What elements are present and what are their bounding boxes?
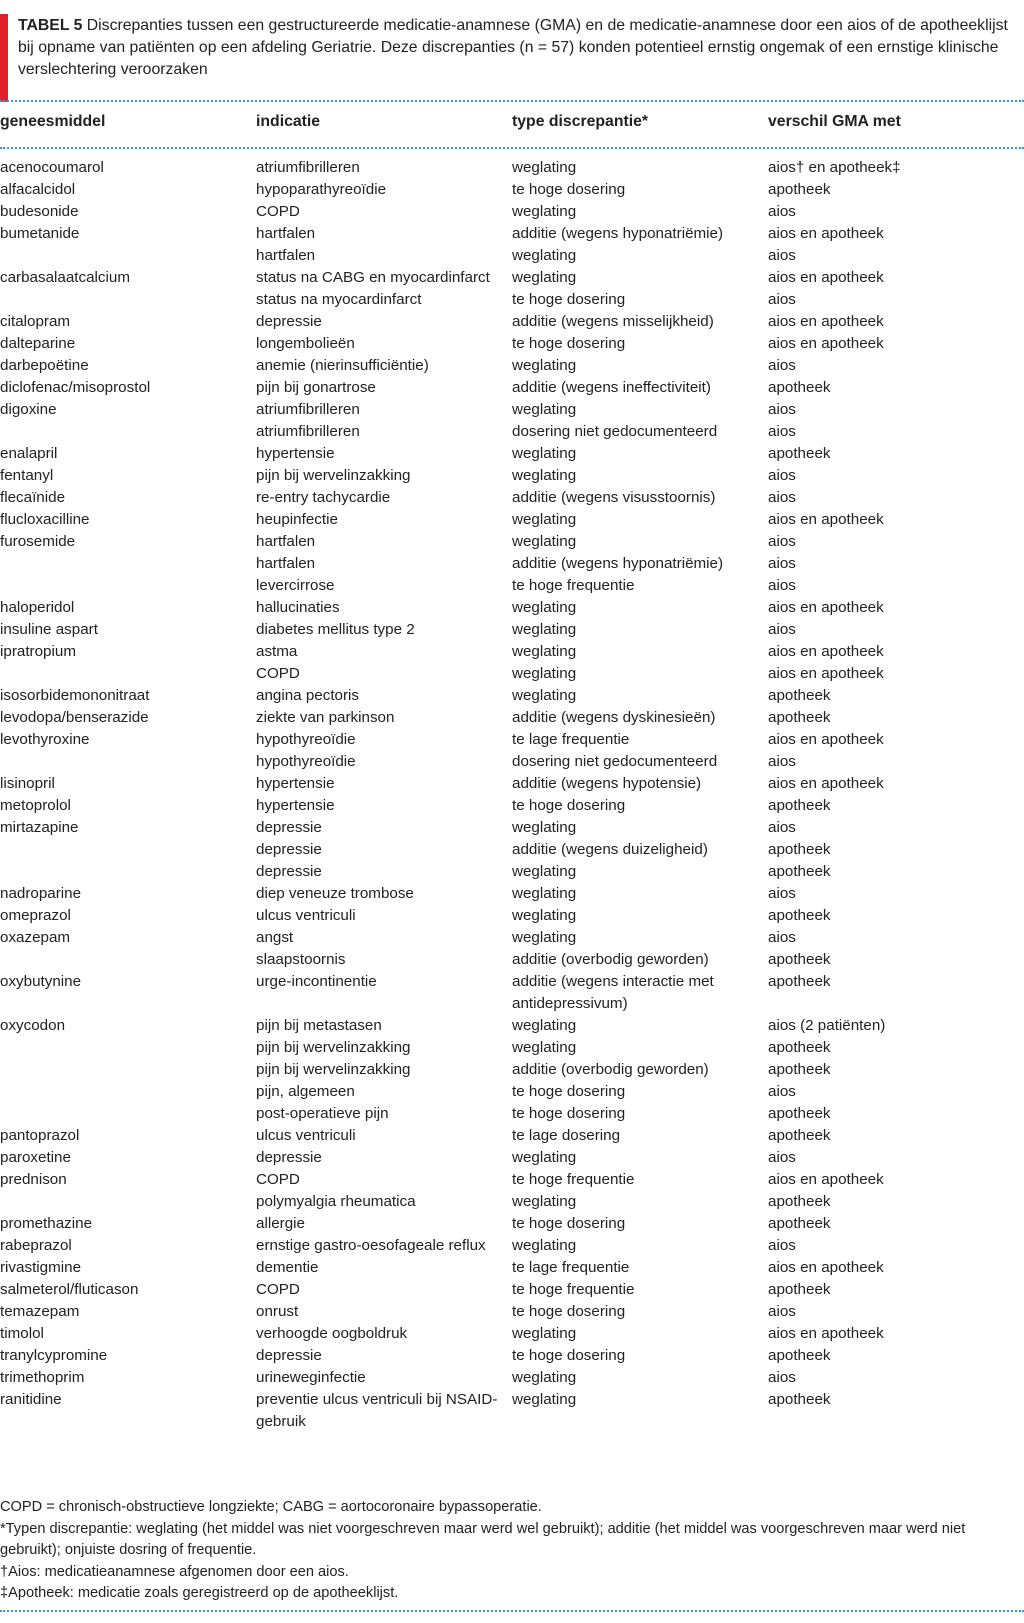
cell-type-discrepantie: additie (wegens hyponatriëmie) [512,555,724,572]
cell-indicatie: atriumfibrilleren [256,401,360,418]
cell-verschil-gma: aios [768,1149,796,1166]
cell-geneesmiddel: oxybutynine [0,973,82,990]
table-row [0,1345,1024,1367]
cell-verschil-gma: aios en apotheek [768,599,884,616]
cell-verschil-gma: apotheek [768,709,831,726]
cell-geneesmiddel: rabeprazol [0,1237,72,1254]
cell-indicatie: urge-incontinentie [256,973,377,990]
cell-type-discrepantie: weglating [512,643,577,660]
cell-geneesmiddel: pantoprazol [0,1127,80,1144]
table-row [0,949,1024,971]
cell-indicatie: hartfalen [256,533,316,550]
cell-indicatie: status na CABG en myocardinfarct [256,269,490,286]
cell-type-discrepantie: weglating [512,1039,577,1056]
cell-verschil-gma: aios en apotheek [768,643,884,660]
cell-verschil-gma: apotheek [768,907,831,924]
cell-verschil-gma: aios [768,291,796,308]
cell-indicatie: hypothyreoïdie [256,753,356,770]
table-row [0,883,1024,905]
table-row [0,377,1024,399]
cell-indicatie: status na myocardinfarct [256,291,422,308]
cell-type-discrepantie: weglating [512,159,577,176]
cell-indicatie: post-operatieve pijn [256,1105,389,1122]
table-row [0,421,1024,443]
cell-indicatie: urineweginfectie [256,1369,366,1386]
cell-type-discrepantie: weglating [512,445,577,462]
footnote-discrepancy-types: *Typen discrepantie: weglating (het middel was niet voorgeschreven maar werd wel gebruikt); additie (het middel was voorgeschreven maar werd niet gebruikt); onjuiste dosring of frequentie. [0,1520,966,1559]
header-geneesmiddel: geneesmiddel [0,113,106,130]
cell-verschil-gma: aios en apotheek [768,665,884,682]
cell-type-discrepantie: te hoge dosering [512,291,626,308]
cell-type-discrepantie: weglating [512,885,577,902]
cell-indicatie: depressie [256,1347,322,1364]
cell-verschil-gma: aios [768,1303,796,1320]
cell-indicatie: depressie [256,819,322,836]
cell-geneesmiddel: prednison [0,1171,67,1188]
cell-indicatie: heupinfectie [256,511,338,528]
cell-indicatie: COPD [256,665,300,682]
cell-verschil-gma: aios [768,555,796,572]
header-type-discrepantie: type discrepantie* [512,113,649,130]
cell-type-discrepantie: weglating [512,1391,577,1408]
table-row [0,311,1024,333]
cell-geneesmiddel: nadroparine [0,885,82,902]
cell-verschil-gma: aios en apotheek [768,1171,884,1188]
cell-indicatie: ulcus ventriculi [256,907,356,924]
cell-type-discrepantie: te hoge dosering [512,335,626,352]
table-row [0,531,1024,553]
cell-type-discrepantie: dosering niet gedocumenteerd [512,753,718,770]
footnote-abbreviations: COPD = chronisch-obstructieve longziekte; CABG = aortocoronaire bypassoperatie. [0,1499,542,1515]
cell-verschil-gma: apotheek [768,863,831,880]
cell-indicatie: pijn, algemeen [256,1083,355,1100]
table-row [0,179,1024,201]
cell-type-discrepantie: te hoge dosering [512,1083,626,1100]
cell-geneesmiddel: carbasalaatcalcium [0,269,130,286]
cell-type-discrepantie: weglating [512,533,577,550]
table-row [0,1037,1024,1059]
cell-type-discrepantie: weglating [512,1149,577,1166]
cell-geneesmiddel: levodopa/benserazide [0,709,149,726]
table-row [0,971,1024,1015]
cell-type-discrepantie: weglating [512,819,577,836]
footnote-aios: †Aios: medicatieanamnese afgenomen door een aios. [0,1563,349,1580]
table-row [0,663,1024,685]
cell-type-discrepantie: weglating [512,247,577,264]
table-row [0,465,1024,487]
cell-indicatie: astma [256,643,298,660]
cell-indicatie: depressie [256,313,322,330]
cell-geneesmiddel: ranitidine [0,1391,62,1408]
cell-geneesmiddel: temazepam [0,1303,80,1320]
cell-verschil-gma: apotheek [768,1105,831,1122]
footnotes [0,1497,1010,1605]
cell-verschil-gma: aios [768,753,796,770]
cell-type-discrepantie: te lage dosering [512,1127,621,1144]
cell-geneesmiddel: bumetanide [0,225,80,242]
cell-type-discrepantie: additie (wegens hypotensie) [512,775,702,792]
cell-geneesmiddel: oxycodon [0,1017,66,1034]
cell-verschil-gma: aios en apotheek [768,1325,884,1342]
cell-indicatie: hartfalen [256,247,316,264]
cell-indicatie: pijn bij wervelinzakking [256,1061,411,1078]
header-verschil-gma: verschil GMA met [768,113,901,130]
table-row [0,1015,1024,1037]
cell-type-discrepantie: weglating [512,1017,577,1034]
cell-indicatie: hypoparathyreoïdie [256,181,387,198]
cell-type-discrepantie: weglating [512,665,577,682]
cell-indicatie: hypothyreoïdie [256,731,356,748]
cell-type-discrepantie: weglating [512,357,577,374]
cell-indicatie: pijn bij gonartrose [256,379,376,396]
cell-indicatie: hartfalen [256,225,316,242]
table-row [0,487,1024,509]
bottom-divider [0,1610,1024,1612]
cell-type-discrepantie: weglating [512,621,577,638]
table-body [0,157,1024,1433]
cell-geneesmiddel: mirtazapine [0,819,79,836]
cell-verschil-gma: aios en apotheek [768,775,884,792]
cell-indicatie: angina pectoris [256,687,360,704]
cell-geneesmiddel: citalopram [0,313,71,330]
cell-indicatie: allergie [256,1215,305,1232]
table-row [0,685,1024,707]
cell-verschil-gma: aios [768,885,796,902]
cell-verschil-gma: aios (2 patiënten) [768,1017,886,1034]
cell-verschil-gma: aios [768,929,796,946]
cell-indicatie: COPD [256,1171,300,1188]
table-caption [18,15,1013,81]
table-label: TABEL 5 [18,17,83,34]
table-row [0,795,1024,817]
table-row [0,597,1024,619]
cell-type-discrepantie: weglating [512,511,577,528]
cell-geneesmiddel: darbepoëtine [0,357,89,374]
cell-verschil-gma: aios† en apotheek‡ [768,159,901,176]
cell-type-discrepantie: te hoge frequentie [512,577,635,594]
table-row [0,399,1024,421]
cell-geneesmiddel: salmeterol/fluticason [0,1281,139,1298]
table-row [0,267,1024,289]
cell-type-discrepantie: additie (wegens dyskinesieën) [512,709,716,726]
table-row [0,509,1024,531]
cell-geneesmiddel: flucloxacilline [0,511,90,528]
cell-verschil-gma: aios [768,423,796,440]
cell-verschil-gma: apotheek [768,1391,831,1408]
cell-indicatie: pijn bij metastasen [256,1017,382,1034]
cell-type-discrepantie: weglating [512,907,577,924]
cell-geneesmiddel: haloperidol [0,599,75,616]
cell-type-discrepantie: weglating [512,687,577,704]
cell-verschil-gma: aios en apotheek [768,731,884,748]
cell-type-discrepantie: te hoge dosering [512,1215,626,1232]
cell-indicatie: preventie ulcus ventriculi bij NSAID-gebruik [256,1391,498,1430]
cell-verschil-gma: aios en apotheek [768,313,884,330]
cell-geneesmiddel: lisinopril [0,775,55,792]
footnote-apotheek: ‡Apotheek: medicatie zoals geregistreerd op de apotheeklijst. [0,1585,399,1602]
table-header [0,113,1024,137]
cell-verschil-gma: apotheek [768,181,831,198]
cell-type-discrepantie: te hoge frequentie [512,1171,635,1188]
cell-indicatie: diep veneuze trombose [256,885,414,902]
table-row [0,289,1024,311]
table-row [0,575,1024,597]
table-row [0,927,1024,949]
cell-indicatie: anemie (nierinsufficiëntie) [256,357,429,374]
cell-geneesmiddel: acenocoumarol [0,159,104,176]
cell-indicatie: ernstige gastro-oesofageale reflux [256,1237,486,1254]
table-row [0,1125,1024,1147]
cell-verschil-gma: apotheek [768,841,831,858]
table-row [0,861,1024,883]
cell-verschil-gma: aios [768,1369,796,1386]
cell-indicatie: COPD [256,203,300,220]
cell-type-discrepantie: te lage frequentie [512,731,630,748]
cell-indicatie: hypertensie [256,775,335,792]
table-row [0,1279,1024,1301]
cell-type-discrepantie: additie (overbodig geworden) [512,1061,709,1078]
cell-type-discrepantie: weglating [512,929,577,946]
cell-verschil-gma: aios [768,203,796,220]
cell-verschil-gma: aios [768,621,796,638]
cell-type-discrepantie: te lage frequentie [512,1259,630,1276]
cell-verschil-gma: apotheek [768,445,831,462]
cell-type-discrepantie: weglating [512,1193,577,1210]
table-row [0,817,1024,839]
cell-indicatie: atriumfibrilleren [256,159,360,176]
cell-verschil-gma: aios en apotheek [768,269,884,286]
cell-verschil-gma: aios en apotheek [768,511,884,528]
cell-type-discrepantie: weglating [512,203,577,220]
cell-geneesmiddel: promethazine [0,1215,93,1232]
cell-geneesmiddel: tranylcypromine [0,1347,108,1364]
cell-indicatie: ziekte van parkinson [256,709,395,726]
cell-geneesmiddel: levothyroxine [0,731,90,748]
cell-verschil-gma: aios [768,247,796,264]
cell-indicatie: re-entry tachycardie [256,489,391,506]
table-row [0,1191,1024,1213]
cell-verschil-gma: apotheek [768,379,831,396]
cell-type-discrepantie: te hoge dosering [512,797,626,814]
cell-type-discrepantie: weglating [512,1237,577,1254]
cell-indicatie: COPD [256,1281,300,1298]
table-row [0,839,1024,861]
cell-indicatie: dementie [256,1259,319,1276]
cell-type-discrepantie: additie (wegens visusstoornis) [512,489,716,506]
cell-geneesmiddel: dalteparine [0,335,76,352]
table-row [0,1169,1024,1191]
cell-type-discrepantie: te hoge dosering [512,1347,626,1364]
table-row [0,1367,1024,1389]
table-row [0,355,1024,377]
cell-type-discrepantie: weglating [512,863,577,880]
cell-verschil-gma: apotheek [768,951,831,968]
cell-geneesmiddel: budesonide [0,203,79,220]
table-row [0,1301,1024,1323]
cell-geneesmiddel: timolol [0,1325,44,1342]
cell-indicatie: depressie [256,841,322,858]
cell-geneesmiddel: furosemide [0,533,76,550]
cell-verschil-gma: aios [768,819,796,836]
cell-geneesmiddel: alfacalcidol [0,181,76,198]
table-row [0,1235,1024,1257]
table-row [0,1081,1024,1103]
cell-verschil-gma: apotheek [768,973,831,990]
cell-type-discrepantie: additie (wegens ineffectiviteit) [512,379,711,396]
cell-verschil-gma: aios [768,401,796,418]
caption-accent-bar [0,14,8,102]
cell-type-discrepantie: weglating [512,269,577,286]
cell-type-discrepantie: additie (wegens interactie met antidepressivum) [512,973,714,1012]
cell-type-discrepantie: weglating [512,467,577,484]
cell-type-discrepantie: te hoge dosering [512,1105,626,1122]
cell-verschil-gma: apotheek [768,1347,831,1364]
cell-verschil-gma: aios [768,489,796,506]
cell-verschil-gma: aios [768,467,796,484]
cell-type-discrepantie: weglating [512,1325,577,1342]
cell-geneesmiddel: isosorbidemononitraat [0,687,150,704]
cell-type-discrepantie: te hoge dosering [512,1303,626,1320]
table-row [0,157,1024,179]
cell-type-discrepantie: additie (wegens misselijkheid) [512,313,714,330]
cell-indicatie: pijn bij wervelinzakking [256,467,411,484]
table-row [0,619,1024,641]
table-row [0,1147,1024,1169]
cell-indicatie: polymyalgia rheumatica [256,1193,416,1210]
table-row [0,201,1024,223]
cell-indicatie: onrust [256,1303,299,1320]
cell-geneesmiddel: insuline aspart [0,621,98,638]
cell-type-discrepantie: te hoge dosering [512,181,626,198]
table-row [0,641,1024,663]
cell-geneesmiddel: paroxetine [0,1149,71,1166]
header-indicatie: indicatie [256,113,321,130]
cell-indicatie: levercirrose [256,577,335,594]
cell-verschil-gma: aios [768,577,796,594]
cell-verschil-gma: apotheek [768,1039,831,1056]
cell-type-discrepantie: weglating [512,1369,577,1386]
header-divider [0,147,1024,149]
cell-geneesmiddel: oxazepam [0,929,71,946]
cell-verschil-gma: apotheek [768,1127,831,1144]
cell-geneesmiddel: fentanyl [0,467,54,484]
cell-type-discrepantie: additie (wegens hyponatriëmie) [512,225,724,242]
cell-verschil-gma: apotheek [768,1193,831,1210]
table-row [0,905,1024,927]
table-row [0,729,1024,751]
cell-verschil-gma: aios en apotheek [768,1259,884,1276]
cell-indicatie: longembolieën [256,335,355,352]
cell-type-discrepantie: weglating [512,599,577,616]
cell-geneesmiddel: digoxine [0,401,57,418]
cell-indicatie: angst [256,929,294,946]
cell-indicatie: diabetes mellitus type 2 [256,621,415,638]
cell-verschil-gma: aios en apotheek [768,335,884,352]
cell-verschil-gma: apotheek [768,1061,831,1078]
table-row [0,707,1024,729]
table-row [0,223,1024,245]
table-row [0,1213,1024,1235]
cell-verschil-gma: aios [768,533,796,550]
cell-verschil-gma: apotheek [768,1281,831,1298]
table-row [0,751,1024,773]
cell-indicatie: slaapstoornis [256,951,346,968]
cell-indicatie: atriumfibrilleren [256,423,360,440]
cell-verschil-gma: apotheek [768,1215,831,1232]
cell-indicatie: verhoogde oogboldruk [256,1325,408,1342]
cell-indicatie: pijn bij wervelinzakking [256,1039,411,1056]
cell-type-discrepantie: additie (overbodig geworden) [512,951,709,968]
cell-verschil-gma: apotheek [768,687,831,704]
table-row [0,773,1024,795]
table-row [0,1059,1024,1081]
cell-type-discrepantie: te hoge frequentie [512,1281,635,1298]
table-row [0,1103,1024,1125]
cell-geneesmiddel: omeprazol [0,907,71,924]
cell-geneesmiddel: trimethoprim [0,1369,85,1386]
table-row [0,553,1024,575]
table-row [0,1389,1024,1433]
table-row [0,1323,1024,1345]
cell-indicatie: hypertensie [256,797,335,814]
cell-geneesmiddel: ipratropium [0,643,76,660]
table-caption-text: Discrepanties tussen een gestructureerde medicatie-anamnese (GMA) en de medicatie-anamnese door een aios of de apotheeklijst bij opname van patiënten op een afdeling Geriatrie. Deze discrepanties (n = 57) konden potentieel ernstig ongemak of een ernstige klinische verslechtering veroorzaken [18,17,1008,78]
cell-indicatie: hallucinaties [256,599,340,616]
cell-verschil-gma: apotheek [768,797,831,814]
cell-indicatie: hypertensie [256,445,335,462]
cell-geneesmiddel: metoprolol [0,797,71,814]
cell-geneesmiddel: enalapril [0,445,58,462]
cell-verschil-gma: aios [768,357,796,374]
cell-type-discrepantie: weglating [512,401,577,418]
cell-geneesmiddel: diclofenac/misoprostol [0,379,151,396]
table-row [0,443,1024,465]
cell-indicatie: hartfalen [256,555,316,572]
cell-indicatie: ulcus ventriculi [256,1127,356,1144]
cell-type-discrepantie: dosering niet gedocumenteerd [512,423,718,440]
cell-indicatie: depressie [256,1149,322,1166]
cell-verschil-gma: aios [768,1083,796,1100]
cell-verschil-gma: aios [768,1237,796,1254]
cell-indicatie: depressie [256,863,322,880]
cell-geneesmiddel: rivastigmine [0,1259,82,1276]
top-divider [0,100,1024,102]
table-row [0,245,1024,267]
cell-verschil-gma: aios en apotheek [768,225,884,242]
cell-type-discrepantie: additie (wegens duizeligheid) [512,841,708,858]
cell-geneesmiddel: flecaïnide [0,489,66,506]
table-row [0,333,1024,355]
table-row [0,1257,1024,1279]
